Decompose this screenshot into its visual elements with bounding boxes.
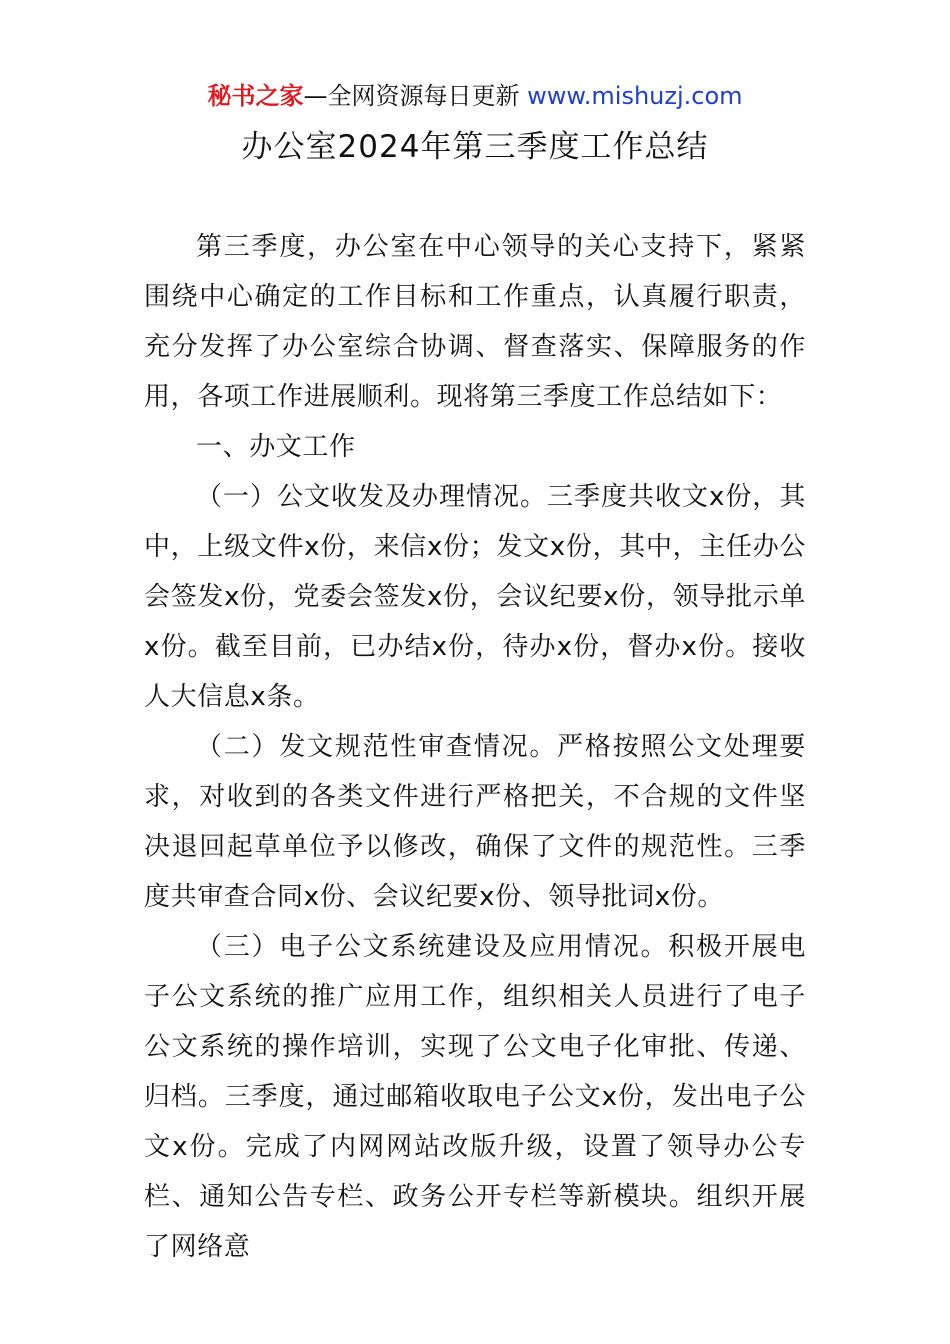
site-tagline: —全网资源每日更新 [303, 82, 528, 110]
subsection-paragraph: （二）发文规范性审查情况。严格按照公文处理要求，对收到的各类文件进行严格把关，不合规的文件坚决退回起草单位予以修改，确保了文件的规范性。三季度共审查合同x份、会议纪要x份、领导批词x份。 [144, 732, 806, 912]
site-header [0, 80, 950, 112]
site-url[interactable]: www.mishuzj.com [527, 82, 743, 110]
document-title: 办公室2024年第三季度工作总结 [241, 129, 709, 165]
document-body [144, 222, 806, 1272]
subsection-paragraph: （一）公文收发及办理情况。三季度共收文x份，其中，上级文件x份，来信x份；发文x份，其中，主任办公会签发x份，党委会签发x份，会议纪要x份，领导批示单x份。截至目前，已办结x份，待办x份，督办x份。接收人大信息x条。 [144, 482, 806, 712]
subsection-paragraph: （三）电子公文系统建设及应用情况。积极开展电子公文系统的推广应用工作，组织相关人员进行了电子公文系统的操作培训，实现了公文电子化审批、传递、归档。三季度，通过邮箱收取电子公文x份，发出电子公文x份。完成了内网网站改版升级，设置了领导办公专栏、通知公告专栏、政务公开专栏等新模块。组织开展了网络意 [144, 932, 806, 1262]
section-heading: 一、办文工作 [196, 432, 356, 462]
intro-paragraph: 第三季度，办公室在中心领导的关心支持下，紧紧围绕中心确定的工作目标和工作重点，认真履行职责，充分发挥了办公室综合协调、督查落实、保障服务的作用，各项工作进展顺利。现将第三季度工作总结如下： [144, 232, 806, 412]
site-brand: 秘书之家 [207, 82, 304, 110]
